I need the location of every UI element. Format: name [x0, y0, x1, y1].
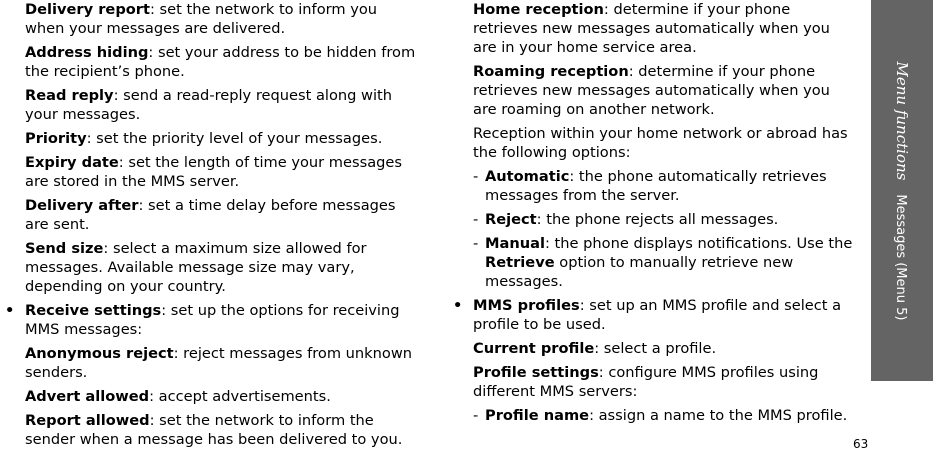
description: : set up an MMS profile and select a profile to be used.: [473, 297, 842, 333]
term: Delivery after: [25, 197, 139, 214]
section-sidebar: [871, 0, 933, 381]
setting-priority: [25, 129, 420, 148]
description: : set a time delay before messages are sent.: [25, 197, 396, 233]
term: Profile settings: [473, 364, 599, 381]
description: : determine if your phone retrieves new messages automatically when you are in your home service area.: [473, 1, 830, 56]
setting-expiry-date: [25, 153, 420, 191]
description: : reject messages from unknown senders.: [25, 345, 412, 381]
setting-current-profile: [473, 339, 858, 358]
term: Receive settings: [25, 302, 162, 319]
dash-marker: -: [473, 407, 479, 424]
setting-delivery-after: [25, 196, 420, 234]
description: : accept advertisements.: [149, 388, 331, 405]
description: option to manually retrieve new messages.: [485, 254, 794, 290]
description: : set your address to be hidden from the recipient’s phone.: [25, 44, 416, 80]
term: Roaming reception: [473, 63, 629, 80]
term: Priority: [25, 130, 87, 147]
dash-marker: -: [473, 168, 479, 185]
setting-home-reception: [473, 0, 858, 57]
description: : set the network to inform the sender when a message has been delivered to you.: [25, 412, 403, 448]
bullet-receive-settings: [5, 301, 420, 339]
description: : the phone automatically retrieves messages from the server.: [485, 168, 827, 204]
retrieve-term: Retrieve: [485, 254, 555, 271]
reception-intro: Reception within your home network or abroad has the following options:: [473, 125, 848, 161]
setting-roaming-reception: [473, 62, 858, 119]
description: : assign a name to the MMS profile.: [589, 407, 848, 424]
term: MMS profiles: [473, 297, 580, 314]
term: Profile name: [485, 407, 590, 424]
term: Address hiding: [25, 44, 149, 61]
bullet-icon: •: [453, 297, 463, 314]
description: : set the length of time your messages are stored in the MMS server.: [25, 154, 402, 190]
setting-anonymous-reject: [25, 344, 420, 382]
description: : select a maximum size allowed for messages. Available message size may vary, depending on your country.: [25, 240, 367, 295]
setting-advert-allowed: [25, 387, 420, 406]
bullet-mms-profiles: [453, 296, 858, 334]
setting-address-hiding: [25, 43, 420, 81]
term: Send size: [25, 240, 104, 257]
description: : determine if your phone retrieves new messages automatically when you are roaming on another network.: [473, 63, 830, 118]
description: : the phone displays notifications. Use the: [545, 235, 853, 252]
setting-send-size: [25, 239, 420, 296]
description: : set the network to inform you when your messages are delivered.: [25, 1, 378, 37]
section-title: Menu functions: [893, 61, 911, 180]
sidebar-label: [893, 61, 911, 320]
setting-delivery-report: [25, 0, 420, 38]
term: Read reply: [25, 87, 114, 104]
description: : set up the options for receiving MMS messages:: [25, 302, 400, 338]
description: : select a profile.: [594, 340, 717, 357]
description: : set the priority level of your messages.: [86, 130, 383, 147]
term: Advert allowed: [25, 388, 150, 405]
term: Current profile: [473, 340, 595, 357]
option-automatic: [473, 167, 858, 205]
term: Expiry date: [25, 154, 119, 171]
setting-report-allowed: [25, 411, 420, 449]
setting-profile-settings: [473, 363, 858, 401]
term: Anonymous reject: [25, 345, 174, 362]
description: : send a read-reply request along with your messages.: [25, 87, 392, 123]
right-column: [453, 0, 858, 430]
term: Delivery report: [25, 1, 150, 18]
term: Home reception: [473, 1, 604, 18]
left-column: [5, 0, 420, 454]
subsection-title: Messages (Menu 5): [893, 193, 908, 320]
page-number: 63: [853, 437, 869, 451]
option-manual: [473, 234, 858, 291]
term: Reject: [485, 211, 537, 228]
term: Report allowed: [25, 412, 150, 429]
bullet-icon: •: [5, 302, 15, 319]
term: Automatic: [485, 168, 570, 185]
description: : configure MMS profiles using different MMS servers:: [473, 364, 819, 400]
description: : the phone rejects all messages.: [536, 211, 779, 228]
option-reject: [473, 210, 858, 229]
setting-read-reply: [25, 86, 420, 124]
option-profile-name: [473, 406, 858, 425]
term: Manual: [485, 235, 545, 252]
dash-marker: -: [473, 235, 479, 252]
dash-marker: -: [473, 211, 479, 228]
